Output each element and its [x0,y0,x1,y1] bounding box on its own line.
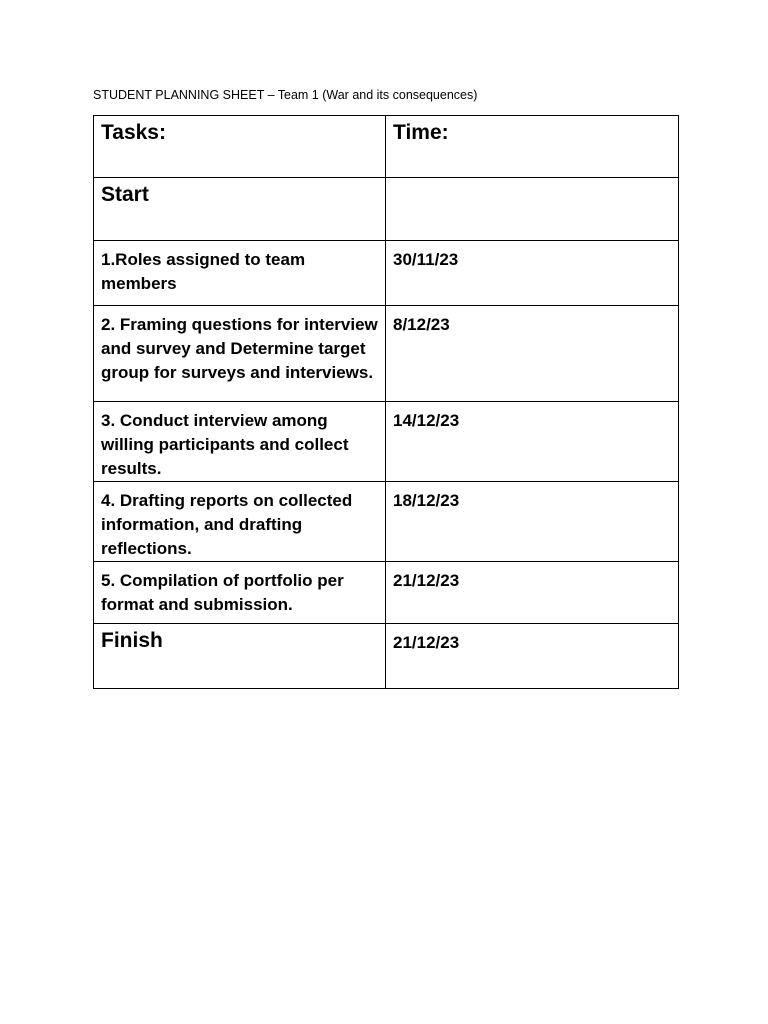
task-cell-finish: Finish [94,624,386,689]
time-cell: 18/12/23 [386,482,679,562]
task-cell-start: Start [94,178,386,241]
task-cell: 4. Drafting reports on collected information, and drafting reflections. [94,482,386,562]
tasks-header: Tasks: [94,116,386,178]
table-row [94,241,679,306]
time-cell-finish: 21/12/23 [386,624,679,689]
table-row [94,482,679,562]
time-cell: 14/12/23 [386,402,679,482]
task-cell: 2. Framing questions for interview and survey and Determine target group for surveys and interviews. [94,306,386,402]
time-cell: 8/12/23 [386,306,679,402]
time-cell: 30/11/23 [386,241,679,306]
time-cell-start [386,178,679,241]
table-row [94,178,679,241]
time-header: Time: [386,116,679,178]
task-cell: 1.Roles assigned to team members [94,241,386,306]
table-header-row [94,116,679,178]
document-title: STUDENT PLANNING SHEET – Team 1 (War and its consequences) [93,88,478,102]
time-cell: 21/12/23 [386,562,679,624]
table-row [94,624,679,689]
table-row [94,562,679,624]
planning-table [93,115,679,689]
task-cell: 3. Conduct interview among willing participants and collect results. [94,402,386,482]
task-cell: 5. Compilation of portfolio per format and submission. [94,562,386,624]
table-row [94,402,679,482]
table-row [94,306,679,402]
